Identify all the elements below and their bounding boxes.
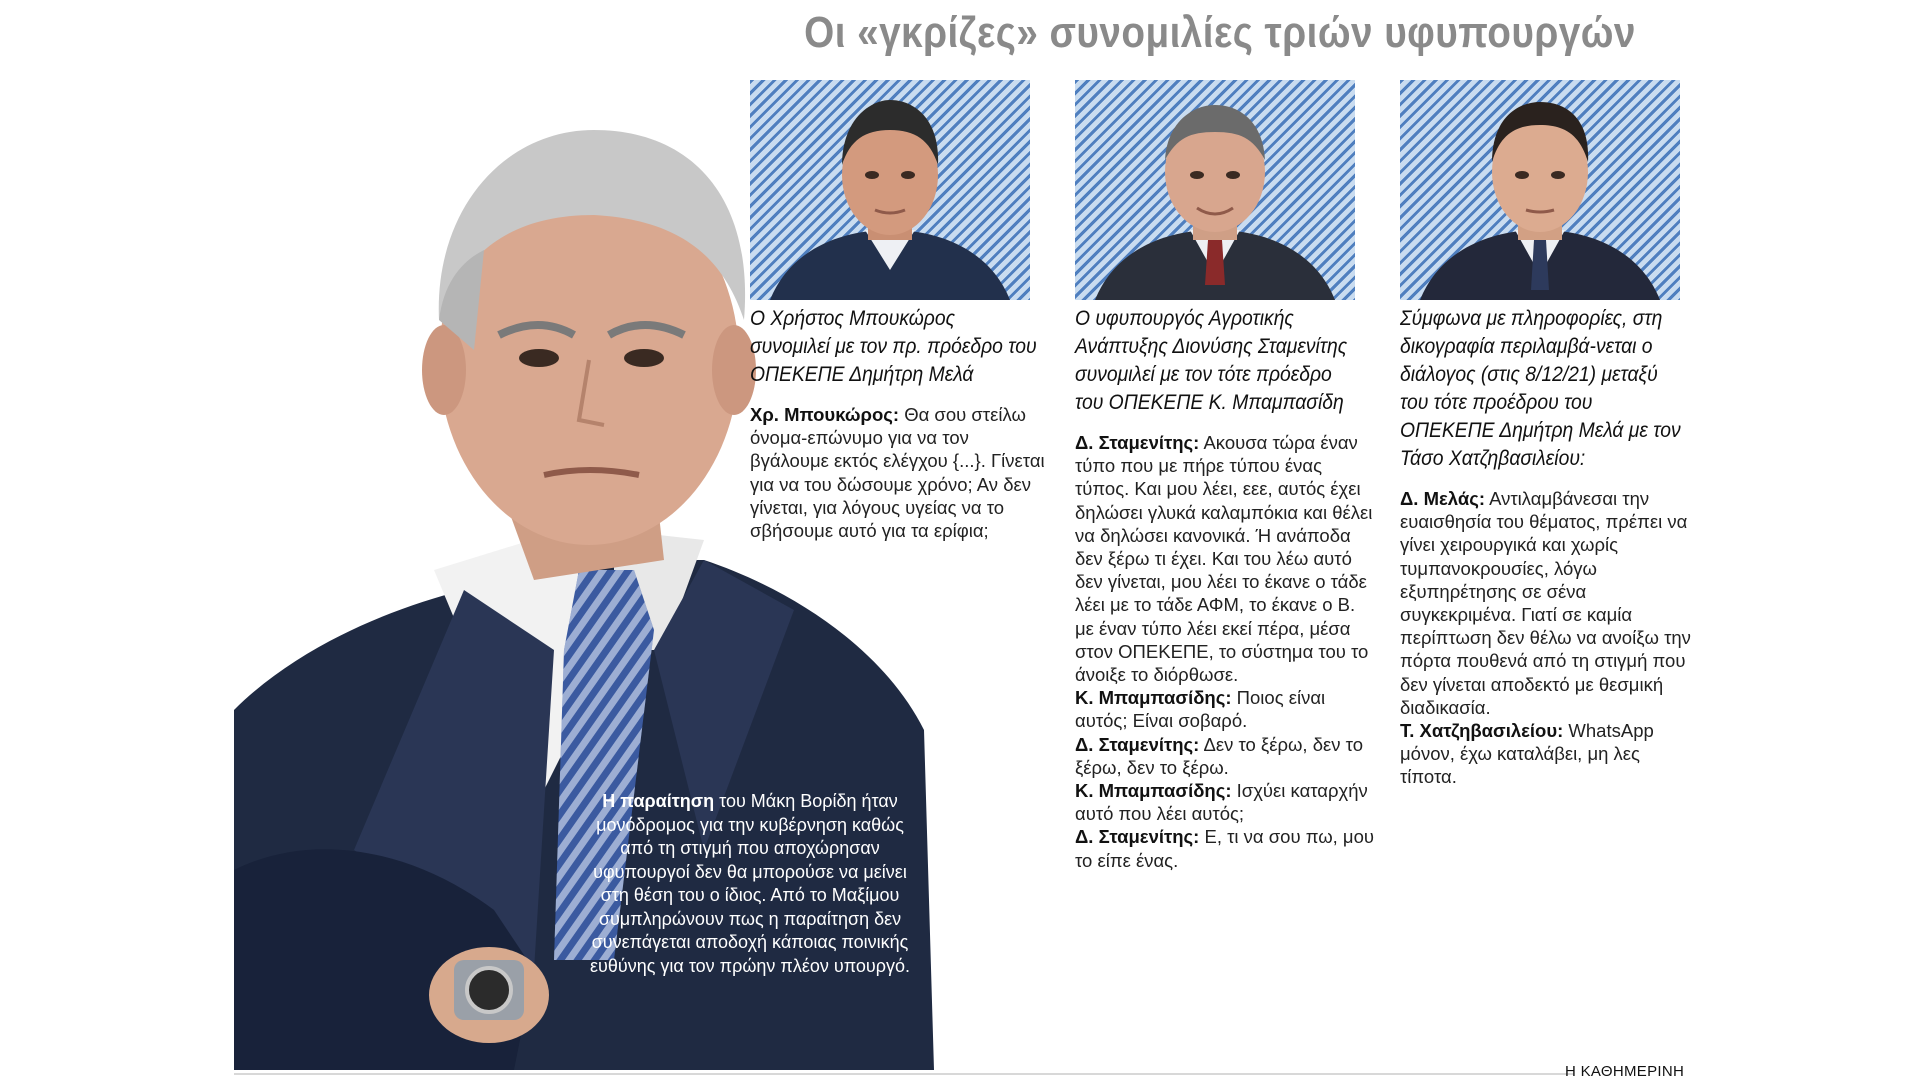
speech-text: Δεν το ξέρω, δεν το ξέρω, δεν το ξέρω. [1075,733,1363,778]
speech-text: Θα σου στείλω όνομα-επώνυμο για να τον βγάλουμε εκτός ελέγχου {...}. Γίνεται για να του δώσουμε χρόνο; Αν δεν γίνεται, για λόγους υγείας να το σβήσουμε αυτό για τα ερίφια; [750,404,1045,542]
speech-text: WhatsApp μόνον, έχω καταλάβει, μη λες τίποτα. [1400,720,1654,788]
dialogue-line [1400,487,1700,719]
publication-credit: Η ΚΑΘΗΜΕΡΙΝΗ [1565,1063,1685,1080]
speech-text: Ε, τι να σου πω, μου το είπε ένας. [1075,826,1375,871]
dialogue-line [1075,825,1375,871]
speaker-name: Κ. Μπαμπασίδης: [1075,780,1232,802]
portrait-chatzivasileiou-illustration [1400,80,1680,300]
portrait-stamenitis-illustration [1075,80,1355,300]
speaker-name: Δ. Μελάς: [1400,488,1485,509]
portrait-stamenitis [1075,80,1355,300]
speaker-name: Χρ. Μπουκώρος: [750,404,900,425]
speaker-name: Κ. Μπαμπασίδης: [1075,687,1232,709]
column-chatzivasileiou [1400,305,1690,789]
speaker-name: Δ. Σταμενίτης: [1075,826,1200,848]
speaker-name: Τ. Χατζηβασιλείου: [1400,720,1564,742]
portrait-chatzivasileiou [1400,80,1680,300]
column-stamenitis [1075,305,1375,872]
column-intro: Σύμφωνα με πληροφορίες, στη δικογραφία περιλαμβά-νεται ο διάλογος (στις 8/12/21) μεταξύ του τότε προέδρου του ΟΠΕΚΕΠΕ Δημήτρη Μελά με τον Τάσο Χατζηβασιλείου: [1400,307,1681,470]
dialogue-line [1075,733,1375,779]
dialogue-line [750,403,1050,542]
speech-text: Ποιος είναι αυτός; Είναι σοβαρό. [1075,687,1326,732]
hero-caption-lead: Η παραίτηση [602,791,715,811]
portrait-boukoros-illustration [750,80,1030,300]
dialogue-line [1075,686,1375,732]
speaker-name: Δ. Σταμενίτης: [1075,733,1200,755]
speech-text: Αντιλαμβάνεσαι την ευαισθησία του θέματος, πρέπει να γίνει χειρουργικά και χωρίς τυμπανοκρουσίες, λόγω εξυπηρέτησης σε σένα συγκεκριμένα. Γιατί σε καμία περίπτωση δεν θέλω να ανοίξω την πόρτα πουθενά από τη στιγμή που δεν γίνεται αποδεκτό με θεσμική διαδικασία. [1400,488,1691,718]
hero-caption [580,790,920,978]
column-intro: Ο Χρήστος Μπουκώρος συνομιλεί με τον πρ. πρόεδρο του ΟΠΕΚΕΠΕ Δημήτρη Μελά [750,307,1037,386]
dialogue [750,403,1050,542]
hero-caption-body: του Μάκη Βορίδη ήταν μονόδρομος για την κυβέρνηση καθώς από τη στιγμή που αποχώρησαν υφυπουργοί δεν θα μπορούσε να μείνει στη θέση του ο ίδιος. Από το Μαξίμου συμπληρώνουν πως η παραίτηση δεν συνεπάγεται αποδοχή κάποιας ποινικής ευθύνης για τον πρώην πλέον υπουργό. [590,791,910,976]
dialogue [1400,487,1700,789]
dialogue-line [1075,779,1375,825]
speaker-name: Δ. Σταμενίτης: [1075,432,1200,453]
portrait-boukoros [750,80,1030,300]
speech-text: Ακουσα τώρα έναν τύπο που με πήρε τύπου ένας τύπος. Και μου λέει, εεε, αυτός έχει δηλώσει γλυκά καλαμπόκια και θέλει να δηλώσει κανονικά. Ή ανάποδα δεν ξέρω τι έχει. Και του λέω αυτό δεν γίνεται, μου λέει το έκανε ο τάδε λέει με το τάδε ΑΦΜ, το έκανε ο Β. με έναν τύπο λέει εκεί πέρα, μέσα στον ΟΠΕΚΕΠΕ, το σύστημα του το άνοιξε το διόρθωσε. [1075,432,1373,686]
column-boukoros [750,305,1045,542]
dialogue-line [1075,431,1375,686]
footer-rule [234,1073,1574,1075]
column-intro: Ο υφυπουργός Αγροτικής Ανάπτυξης Διονύσης Σταμενίτης συνομιλεί με τον τότε πρόεδρο του ΟΠΕΚΕΠΕ Κ. Μπαμπασίδη [1075,307,1348,414]
dialogue [1075,431,1375,872]
speech-text: Ισχύει καταρχήν αυτό που λέει αυτός; [1075,780,1368,825]
dialogue-line [1400,719,1700,789]
headline: Οι «γκρίζες» συνομιλίες τριών υφυπουργών [804,8,1636,57]
